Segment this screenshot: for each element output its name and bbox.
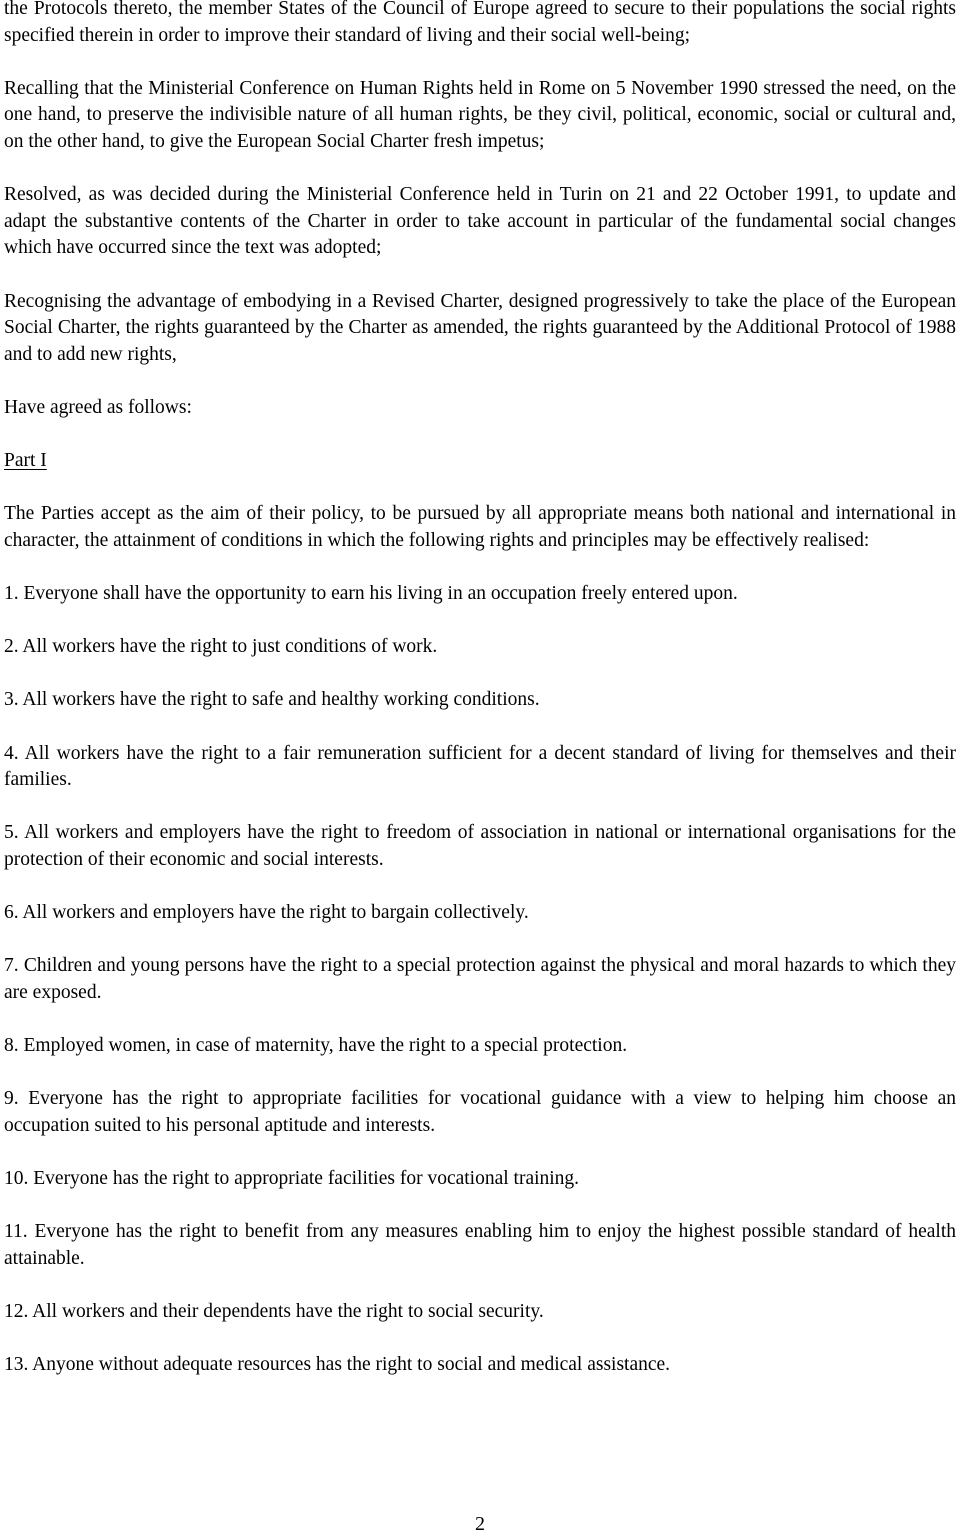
right-item-2: 2. All workers have the right to just conditions of work. xyxy=(4,636,438,658)
preamble-recognising: Recognising the advantage of embodying in a Revised Charter, designed progressively to take the place of the European Social Charter, the rights guaranteed by the Charter as amended, the rights guaranteed by the Additional Protocol of 1988 and to add new rights, xyxy=(4,290,956,365)
document-page xyxy=(4,0,956,1379)
right-item-4: 4. All workers have the right to a fair remuneration sufficient for a decent standard of living for themselves and their families. xyxy=(4,742,956,791)
preamble-recalling: Recalling that the Ministerial Conference on Human Rights held in Rome on 5 November 1990 stressed the need, on the one hand, to preserve the indivisible nature of all human rights, be they civil, political, economic, social or cultural and, on the other hand, to give the European Social Charter fresh impetus; xyxy=(4,77,956,152)
part-heading xyxy=(4,448,956,475)
right-item-3: 3. All workers have the right to safe and healthy working conditions. xyxy=(4,689,540,711)
right-item-6: 6. All workers and employers have the right to bargain collectively. xyxy=(4,902,529,924)
right-item-11: 11. Everyone has the right to benefit from any measures enabling him to enjoy the highest possible standard of health attainable. xyxy=(4,1221,956,1269)
right-item-5: 5. All workers and employers have the right to freedom of association in national or international organisations for the protection of their economic and social interests. xyxy=(4,822,956,870)
right-item-1: 1. Everyone shall have the opportunity to earn his living in an occupation freely entered upon. xyxy=(4,583,738,605)
right-item-7: 7. Children and young persons have the right to a special protection against the physical and moral hazards to which they are exposed. xyxy=(4,955,956,1003)
right-item-10: 10. Everyone has the right to appropriate facilities for vocational training. xyxy=(4,1168,580,1190)
right-item-8: 8. Employed women, in case of maternity, have the right to a special protection. xyxy=(4,1035,628,1057)
part-heading-text: Part I xyxy=(4,450,47,472)
part-intro: The Parties accept as the aim of their policy, to be pursued by all appropriate means both national and international in character, the attainment of conditions in which the following rights and principles may be effectively realised: xyxy=(4,503,956,551)
right-item-13: 13. Anyone without adequate resources has the right to social and medical assistance. xyxy=(4,1354,671,1376)
preamble-resolved: Resolved, as was decided during the Ministerial Conference held in Turin on 21 and 22 October 1991, to update and adapt the substantive contents of the Charter in order to take account in particular of the fundamental social changes which have occurred since the text was adopted; xyxy=(4,184,956,259)
preamble-agreed: Have agreed as follows: xyxy=(4,396,192,418)
page-number: 2 xyxy=(475,1513,485,1535)
right-item-12: 12. All workers and their dependents have the right to social security. xyxy=(4,1301,544,1323)
right-item-9: 9. Everyone has the right to appropriate facilities for vocational guidance with a view to helping him choose an occupation suited to his personal aptitude and interests. xyxy=(4,1088,956,1136)
preamble-continuation: the Protocols thereto, the member States of the Council of Europe agreed to secure to their populations the social rights specified therein in order to improve their standard of living and their social well-being; xyxy=(4,0,956,46)
rights-list xyxy=(4,581,956,1379)
